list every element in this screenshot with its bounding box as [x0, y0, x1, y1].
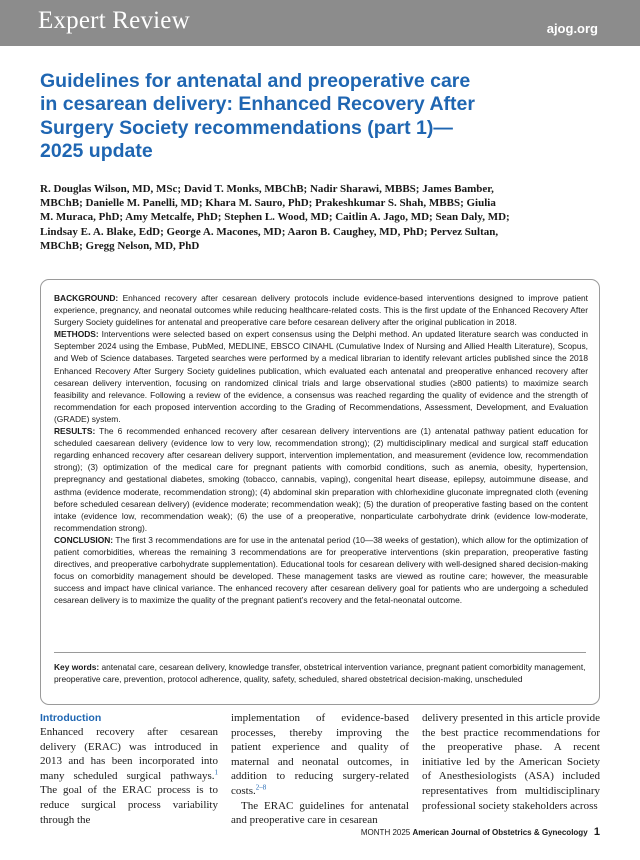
abstract-background: [54, 292, 588, 328]
journal-site-link[interactable]: ajog.org: [546, 21, 598, 36]
page-number: 1: [593, 826, 600, 838]
background-label: BACKGROUND:: [54, 293, 119, 303]
conclusion-label: CONCLUSION:: [54, 534, 114, 545]
abstract-conclusion: [54, 534, 588, 607]
body-column-3: [422, 711, 600, 813]
keywords: [54, 661, 588, 685]
body-column-2: [231, 711, 409, 828]
author-list: R. Douglas Wilson, MD, MSc; David T. Monks, MBChB; Nadir Sharawi, MBBS; James Bamber, MBChB; Danielle M. Panelli, MD; Khara M. Sauro, PhD; Prakeshkumar S. Shah, MBBS; Giulia M. Muraca, PhD; Amy Metcalfe, PhD; Stephen L. Wood, MD; Caitlin A. Jago, MD; Sean Daly, MD; Lindsay E. A. Blake, EdD; George A. Macones, MD; Aaron B. Caughey, MD, PhD; Pervez Sultan, MBChB; Gregg Nelson, MD, PhD: [40, 183, 510, 252]
page-footer: [361, 826, 600, 838]
abstract-methods: [54, 328, 588, 425]
abstract-divider: [54, 652, 586, 653]
methods-text: Interventions were selected based on expert consensus using the Delphi method. An updated literature search was conducted in September 2024 using the Embase, PubMed, MEDLINE, EBSCO CINAHL (Cumulative Index of Nursing and Allied Health Literature), Scopus, and Web of Science databases. Targeted searches were performed by a medical librarian to identify relevant articles published since the 2018 Enhanced Recovery After Surgery Society guidelines publication, which evaluated each antenatal and preoperative enhanced recovery after cesarean delivery intervention, focusing on randomized clinical trials and large observational studies (≥800 patients) to maximize search feasibility and relevance. Following a review of the evidence, a consensus was reached regarding the quality of evidence and the strength of recommendation for each proposed intervention according to the Grading of Recommendations, Assessment, Development, and Evaluation (GRADE) system.: [54, 329, 588, 424]
body-column-1: [40, 711, 218, 827]
article-title: Guidelines for antenatal and preoperative care in cesarean delivery: Enhanced Recovery After Surgery Society recommendations (part 1)—2025 update: [40, 70, 475, 163]
conclusion-text: The first 3 recommendations are for use in the antenatal period (10—38 weeks of gestation), which allow for the optimization of patient comorbidities, whereas the remaining 3 recommendations are for preoperative interventions (skin preparation, preoperative fasting directives, and preoperative carbohydrate supplementation). Educational tools for cesarean delivery with well-designed shared decision-making focus on comorbidity management should be developed. These management tasks are viewed as routine care; however, the measurable success and impact have clinical variance. The enhanced recovery after cesarean delivery goal for patients who are undergoing a scheduled cesarean delivery is to maximize the quality of the pregnant patient’s recovery and the fetal-neonatal outcome.: [54, 534, 588, 606]
paragraph: [231, 711, 409, 799]
abstract-text: [54, 292, 588, 606]
methods-label: METHODS:: [54, 329, 99, 340]
background-text: Enhanced recovery after cesarean delivery protocols include evidence-based interventions designed to improve patient experience, pregnancy, and neonatal outcomes while reducing healthcare-related costs. This is the first update of the Enhanced Recovery After Surgery Society guidelines for antenatal and preoperative care before cesarean delivery after the original publication in 2018.: [54, 293, 588, 328]
paragraph: [40, 725, 218, 827]
reference-link[interactable]: 2–8: [255, 783, 267, 792]
paragraph-text: Enhanced recovery after cesarean delivery (ERAC) was introduced in 2013 and has been incorporated into many scheduled surgical pathways.: [40, 726, 218, 782]
paragraph-text: The goal of the ERAC process is to reduce surgical process variability through the: [40, 784, 218, 826]
paragraph: The ERAC guidelines for antenatal and preoperative care in cesarean: [231, 799, 409, 827]
paragraph: delivery presented in this article provide the best practice recommendations for the preoperative phase. A recent initiative led by the American Society of Anesthesiologists (ASA) included representatives from multidisciplinary professional society stakeholders across: [422, 712, 600, 812]
reference-link[interactable]: 1: [214, 768, 218, 777]
abstract-results: [54, 425, 588, 534]
abstract-box: [40, 279, 600, 705]
keywords-text: antenatal care, cesarean delivery, knowledge transfer, obstetrical intervention variance, pregnant patient comorbidity management, preoperative care, prevention, protocol adherence, quality, safety, scheduled, shared obstetrical decision-making, unscheduled: [54, 662, 586, 684]
results-label: RESULTS:: [54, 426, 96, 437]
paragraph-text: implementation of evidence-based processes, thereby improving the patient experience and quality of maternal and neonatal outcomes, in addition to reducing surgery-related costs.: [231, 712, 409, 797]
issue-date: MONTH 2025: [360, 828, 411, 837]
section-banner: [0, 0, 640, 46]
keywords-label: Key words:: [54, 662, 100, 672]
introduction-heading: Introduction: [40, 712, 102, 724]
results-text: The 6 recommended enhanced recovery after cesarean delivery interventions are (1) antenatal pathway patient education for scheduled caesarean delivery (evidence low to very low, recommendation strong); (2) multidisciplinary medical and surgical staff education regarding enhanced recovery after cesarean delivery support, intervention implementation, and measurement (evidence low, recommendation strong); (3) optimization of the medical care for pregnant patients with comorbid conditions, such as anemia, obesity, hypertension, prepregnancy and gestational diabetes, smoking (tobacco, cannabis, vaping), congenital heart disease, epilepsy, autoimmune disease, and asthma (evidence moderate, recommendation strong); (4) abdominal skin preparation with chlorhexidine gluconate impregnated cloth (evening before scheduled cesarean delivery) (evidence moderate; recommendation weak); (5) the duration of preoperative fasting based on the content intake (evidence low, recommendation weak); (6) the use of a preoperative, nonparticulate carbohydrate drink (evidence low-moderate, recommendation strong).: [54, 426, 588, 533]
journal-name: American Journal of Obstetrics & Gynecology: [412, 828, 588, 837]
section-title: Expert Review: [38, 7, 190, 34]
